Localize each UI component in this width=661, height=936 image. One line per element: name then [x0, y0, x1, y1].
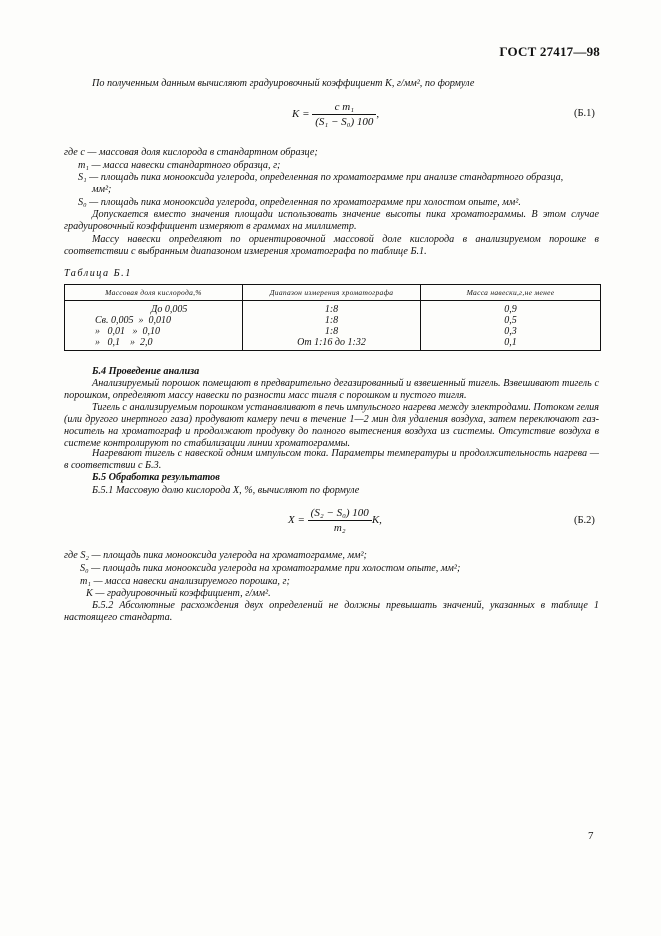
where-b2-line-3: m₁ — масса навески анализируемого порошка, г;: [80, 576, 290, 587]
formula-b1-denominator: (S₁ − S₀) 100: [315, 116, 374, 128]
where-b1-line-4: мм²;: [92, 184, 112, 195]
where-b2-line-1: где S₂ — площадь пика монооксида углерода на хроматограмме, мм²;: [64, 550, 367, 561]
formula-b1-fraction: [312, 101, 376, 128]
section-b4-paragraph-2: Тигель с анализируемым порошком устанавливают в печь импульсного нагрева между электродами. Потоком гелия (или другого инертного газа) продувают камеру печи в течение 1—2 мин для удаления воздуха, затем переключают газ-носитель на хроматограф и продолжают продувку до полного вытеснения воздуха из системы. Отсутствие воздуха в системе контролируют по стабилизации линии хроматограммы.: [64, 402, 599, 449]
formula-b2-tail: K,: [371, 514, 382, 527]
formula-b2-number: (Б.2): [574, 515, 595, 526]
table-caption: Таблица Б.1: [64, 268, 132, 279]
table-cell-fraction: До 0,005 Св. 0,005 » 0,010 » 0,01 » 0,10 » 0,1 » 2,0: [65, 301, 243, 351]
formula-b1-tail: ,: [376, 108, 380, 121]
where-b1-line-3: S₁ — площадь пика монооксида углерода, определенная по хроматограмме при анализе стандартного образца,: [78, 172, 564, 183]
formula-b1-numerator: c m₁: [312, 101, 376, 115]
intro-formula-text: По полученным данным вычисляют градуировочный коэффициент K, г/мм², по формуле: [92, 78, 475, 89]
formula-b1-lhs: K =: [292, 108, 310, 121]
page-number: 7: [588, 830, 594, 842]
formula-b2-fraction: [308, 507, 372, 534]
formula-b1-number: (Б.1): [574, 108, 595, 119]
formula-b1: [292, 101, 379, 128]
where-b2-line-4: K — градуировочный коэффициент, г/мм².: [86, 588, 271, 599]
where-b1-line-2: m₁ — масса навески стандартного образца, г;: [78, 160, 281, 171]
table-header-cell: Массовая доля кислорода,%: [65, 285, 243, 301]
table-header-row: [65, 285, 601, 301]
table-row: [65, 301, 601, 351]
formula-b2-denominator: m₂: [333, 522, 346, 534]
table-cell-range: 1:8 1:8 1:8 От 1:16 до 1:32: [243, 301, 421, 351]
where-b2-line-2: S₀ — площадь пика монооксида углерода на хроматограмме при холостом опыте, мм²;: [80, 563, 461, 574]
formula-b2: [288, 507, 382, 534]
section-b4-paragraph-1: Анализируемый порошок помещают в предварительно дегазированный и взвешенный тигель. Взвешивают тигель с порошком, определяют массу навески по разности масс тигля с порошком и пустого тигля.: [64, 378, 599, 401]
section-b5-paragraph-1: Б.5.1 Массовую долю кислорода X, %, вычисляют по формуле: [92, 485, 360, 496]
where-b1-line-1: где c — массовая доля кислорода в стандартном образце;: [64, 147, 318, 158]
standard-header: ГОСТ 27417—98: [499, 44, 600, 59]
formula-b2-numerator: (S₂ − S₀) 100: [308, 507, 372, 521]
section-b5-title: Б.5 Обработка результатов: [92, 472, 220, 483]
section-b4-paragraph-3: Нагревают тигель с навеской одним импульсом тока. Параметры температуры и продолжительность нагрева — в соответствии с Б.3.: [64, 448, 599, 471]
where-b1-line-5: S₀ — площадь пика монооксида углерода, определенная по хроматограмме при холостом опыте, мм².: [78, 197, 521, 208]
paragraph-b1-1: Допускается вместо значения площади использовать значение высоты пика хроматограммы. В этом случае градуировочный коэффициент измеряют в граммах на миллиметр.: [64, 209, 599, 232]
formula-b2-lhs: X =: [288, 514, 305, 527]
table-b1: [64, 284, 601, 351]
table-header-cell: Диапазон измерения хроматографа: [243, 285, 421, 301]
table-header-cell: Масса навески,г,не менее: [421, 285, 601, 301]
section-b4-title: Б.4 Проведение анализа: [92, 366, 200, 377]
table-cell-mass: 0,9 0,5 0,3 0,1: [421, 301, 601, 351]
paragraph-b1-2: Массу навески определяют по ориентировочной массовой доле кислорода в анализируемом порошке в соответствии с выбранным диапазоном измерения хроматографа по таблице Б.1.: [64, 234, 599, 257]
paragraph-b52: Б.5.2 Абсолютные расхождения двух определений не должны превышать значений, указанных в таблице 1 настоящего стандарта.: [64, 600, 599, 623]
